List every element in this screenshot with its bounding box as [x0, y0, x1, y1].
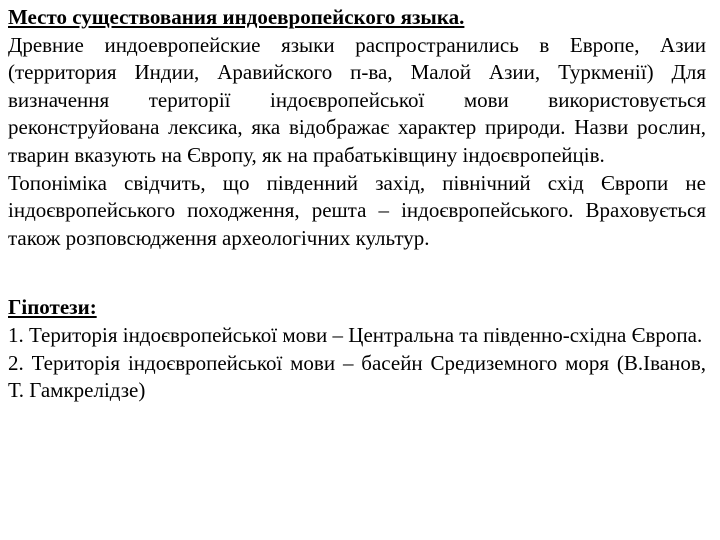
document-title: Место существования индоевропейского языка. [8, 5, 465, 29]
hypotheses-heading: Гіпотези: [8, 295, 97, 320]
hypothesis-item-2: 2. Територія індоєвропейської мови – басейн Средиземного моря (В.Іванов, Т. Гамкрелідзе) [8, 350, 706, 403]
paragraph-origin: Древние индоевропейские языки распространились в Европе, Азии (территория Индии, Аравийского п-ва, Малой Азии, Туркменії) Для визначення території індоєвропейської мови використовується реконструйована лексика, яка відображає характер природи. Назви рослин, тварин вказують на Європу, як на прабатьківщину індоєвропейців. [8, 32, 706, 167]
document-page [8, 4, 706, 405]
hypothesis-item-1: 1. Територія індоєвропейської мови – Центральна та південно-східна Європа. [8, 322, 703, 347]
section-gap [8, 252, 706, 294]
paragraph-toponymy: Топоніміка свідчить, що південний захід, північний схід Європи не індоєвропейського походження, решта – індоєвропейського. Враховується також розповсюдження археологічних культур. [8, 170, 706, 250]
